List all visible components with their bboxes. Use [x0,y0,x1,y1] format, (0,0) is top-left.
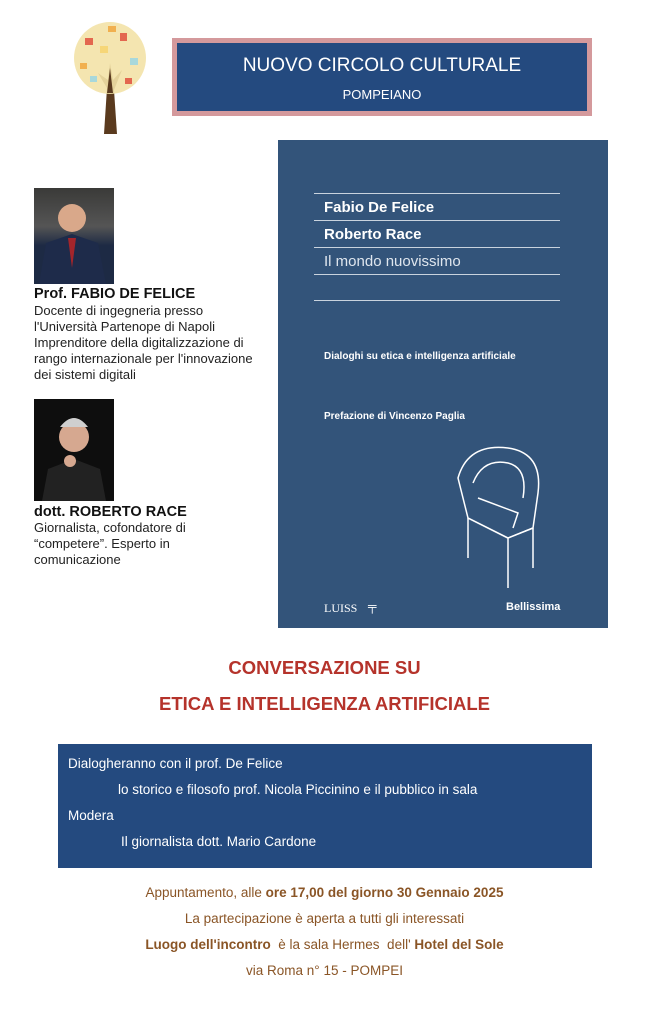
speaker-bio-line: Imprenditore della digitalizzazione di [34,335,244,350]
venue-line [0,937,649,952]
publisher-logo-icon: ╤ [368,599,377,613]
speaker-bio-line: “competere”. Esperto in [34,536,170,551]
book-author: Roberto Race [324,226,422,243]
discussion-panel [58,744,592,868]
book-cover [278,140,608,628]
appointment-datetime: ore 17,00 del giorno 30 Gennaio 2025 [265,885,504,900]
speaker-photo-de-felice [34,188,114,284]
book-subtitle: Dialoghi su etica e intelligenza artificiale [324,351,516,362]
header-banner [172,38,592,116]
panel-line: Dialogheranno con il prof. De Felice [68,756,283,771]
book-title: Il mondo nuovissimo [324,253,461,270]
participation-line: La partecipazione è aperta a tutti gli interessati [184,911,465,926]
event-heading: ETICA E INTELLIGENZA ARTIFICIALE [159,693,490,714]
speaker-name: dott. ROBERTO RACE [34,504,187,520]
speaker-bio-line: l'Università Partenope di Napoli [34,319,215,334]
speaker-bio-line: comunicazione [34,552,121,567]
venue-room: è la sala Hermes dell' [270,937,415,952]
panel-line: Il giornalista dott. Mario Cardone [121,834,317,849]
book-illustration [448,438,568,590]
book-publisher: LUISS [324,601,358,615]
speaker-bio-line: Giornalista, cofondatore di [34,520,186,535]
panel-line: lo storico e filosofo prof. Nicola Piccinino e il pubblico in sala [118,782,478,797]
book-series: Bellissima [506,601,561,613]
header-subtitle: POMPEIANO [342,87,422,102]
speaker-bio-line: Docente di ingegneria presso [34,303,204,318]
speaker-name: Prof. FABIO DE FELICE [34,286,196,302]
book-preface: Prefazione di Vincenzo Paglia [324,411,465,422]
header-title: NUOVO CIRCOLO CULTURALE [242,55,522,76]
venue-label: Luogo dell'incontro [145,937,271,952]
tree-of-books-logo [60,18,160,134]
event-heading: CONVERSAZIONE SU [228,657,421,678]
panel-line: Modera [68,808,114,823]
appointment-label: Appuntamento, alle [145,885,266,900]
speaker-bio-line: dei sistemi digitali [34,367,136,382]
venue-hotel: Hotel del Sole [414,937,504,952]
address-line: via Roma n° 15 - POMPEI [246,963,403,978]
speaker-bio-line: rango internazionale per l'innovazione [34,351,253,366]
appointment-line [0,885,649,900]
book-author: Fabio De Felice [324,199,435,216]
speaker-photo-race [34,399,114,501]
